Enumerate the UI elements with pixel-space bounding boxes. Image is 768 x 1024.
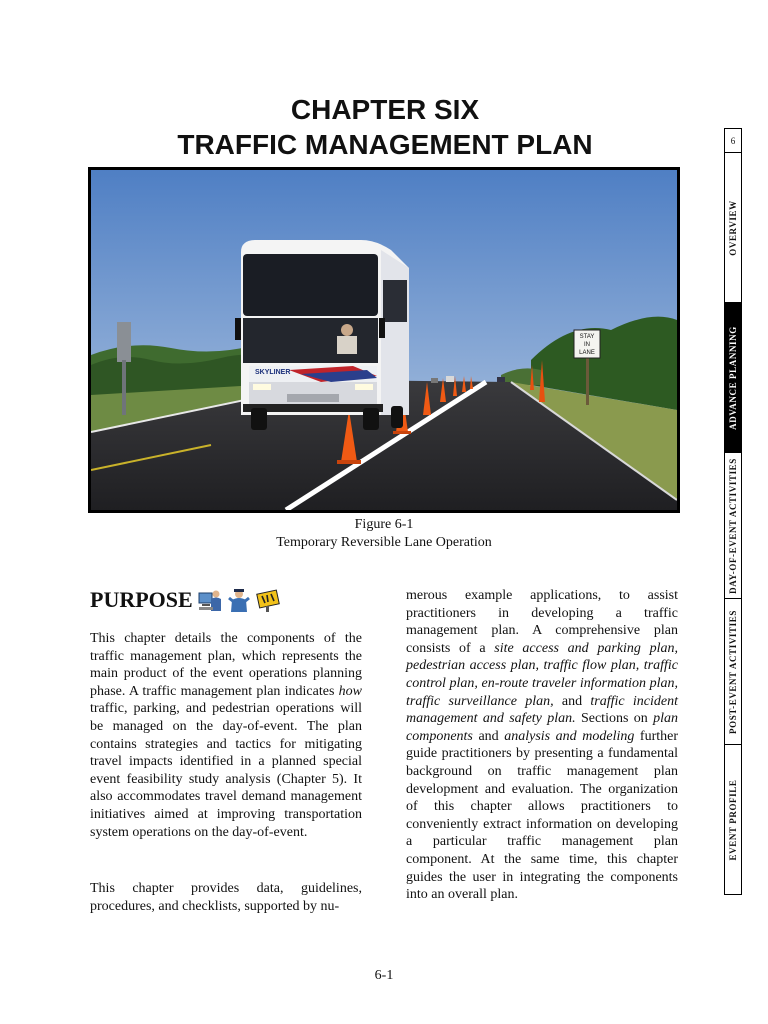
chapter-number: CHAPTER SIX: [290, 94, 480, 125]
chapter-tabs: [724, 128, 742, 895]
tab-day-of-event-activities[interactable]: DAY-OF-EVENT ACTIVITIES: [725, 453, 741, 599]
paragraph-contents-continued: merous example applications, to assist practitioners in developing a traffic management plan. A comprehensive plan consists of a site access and parking plan, pedestrian access plan, traffic flow plan, traffic control plan, en-route traveler information plan, traffic surveillance plan, and traffic incident management and safety plan. Sections on plan components and analysis and modeling further guide practitioners by presenting a fundamental background on traffic management plan development and evaluation. The organization of this chapter allows practitioners to conveniently extract information on developing a particular traffic management plan component. At the same time, this chapter guides the user in integrating the components into an overall plan.: [406, 588, 679, 903]
paragraph-contents-start: This chapter provides data, guidelines, procedures, and checklists, supported by nu-: [90, 881, 362, 914]
figure-caption: Temporary Reversible Lane Operation: [276, 535, 492, 550]
coach-bus: [235, 240, 409, 430]
tab-overview[interactable]: OVERVIEW: [725, 153, 741, 303]
page-number: 6-1: [374, 968, 394, 983]
svg-text:STAY: STAY: [579, 334, 595, 340]
svg-text:SKYLINER: SKYLINER: [255, 369, 291, 376]
purpose-icons: [197, 587, 281, 613]
bus-on-highway-photo: [91, 170, 677, 510]
traffic-officer-icon: [226, 587, 252, 613]
traffic-sign-icon: [255, 587, 281, 613]
figure-photo: [88, 167, 680, 513]
chapter-title: TRAFFIC MANAGEMENT PLAN: [177, 129, 593, 160]
purpose-header: [90, 587, 281, 613]
person-at-computer-icon: [197, 587, 223, 613]
tab-chapter-number[interactable]: 6: [725, 129, 741, 153]
tab-event-profile[interactable]: EVENT PROFILE: [728, 779, 738, 860]
tab-post-event-activities[interactable]: POST-EVENT ACTIVITIES: [725, 599, 741, 745]
tab-advance-planning[interactable]: ADVANCE PLANNING: [725, 303, 741, 453]
paragraph-intro: This chapter details the components of the traffic management plan, which represents the main product of the event operations planning phase. A traffic management plan indicates how traffic, parking, and pedestrian operations will be managed on the day-of-event. The plan contains strategies and tactics for mitigating travel impacts identified in a planned special event feasibility study analysis (Chapter 5). It also accommodates travel demand management initiatives aimed at improving transportation system operations on the day-of-event.: [90, 631, 362, 840]
svg-text:LANE: LANE: [579, 350, 595, 356]
purpose-heading: PURPOSE: [90, 587, 193, 612]
svg-text:IN: IN: [584, 342, 590, 348]
figure-number: Figure 6-1: [354, 517, 414, 532]
